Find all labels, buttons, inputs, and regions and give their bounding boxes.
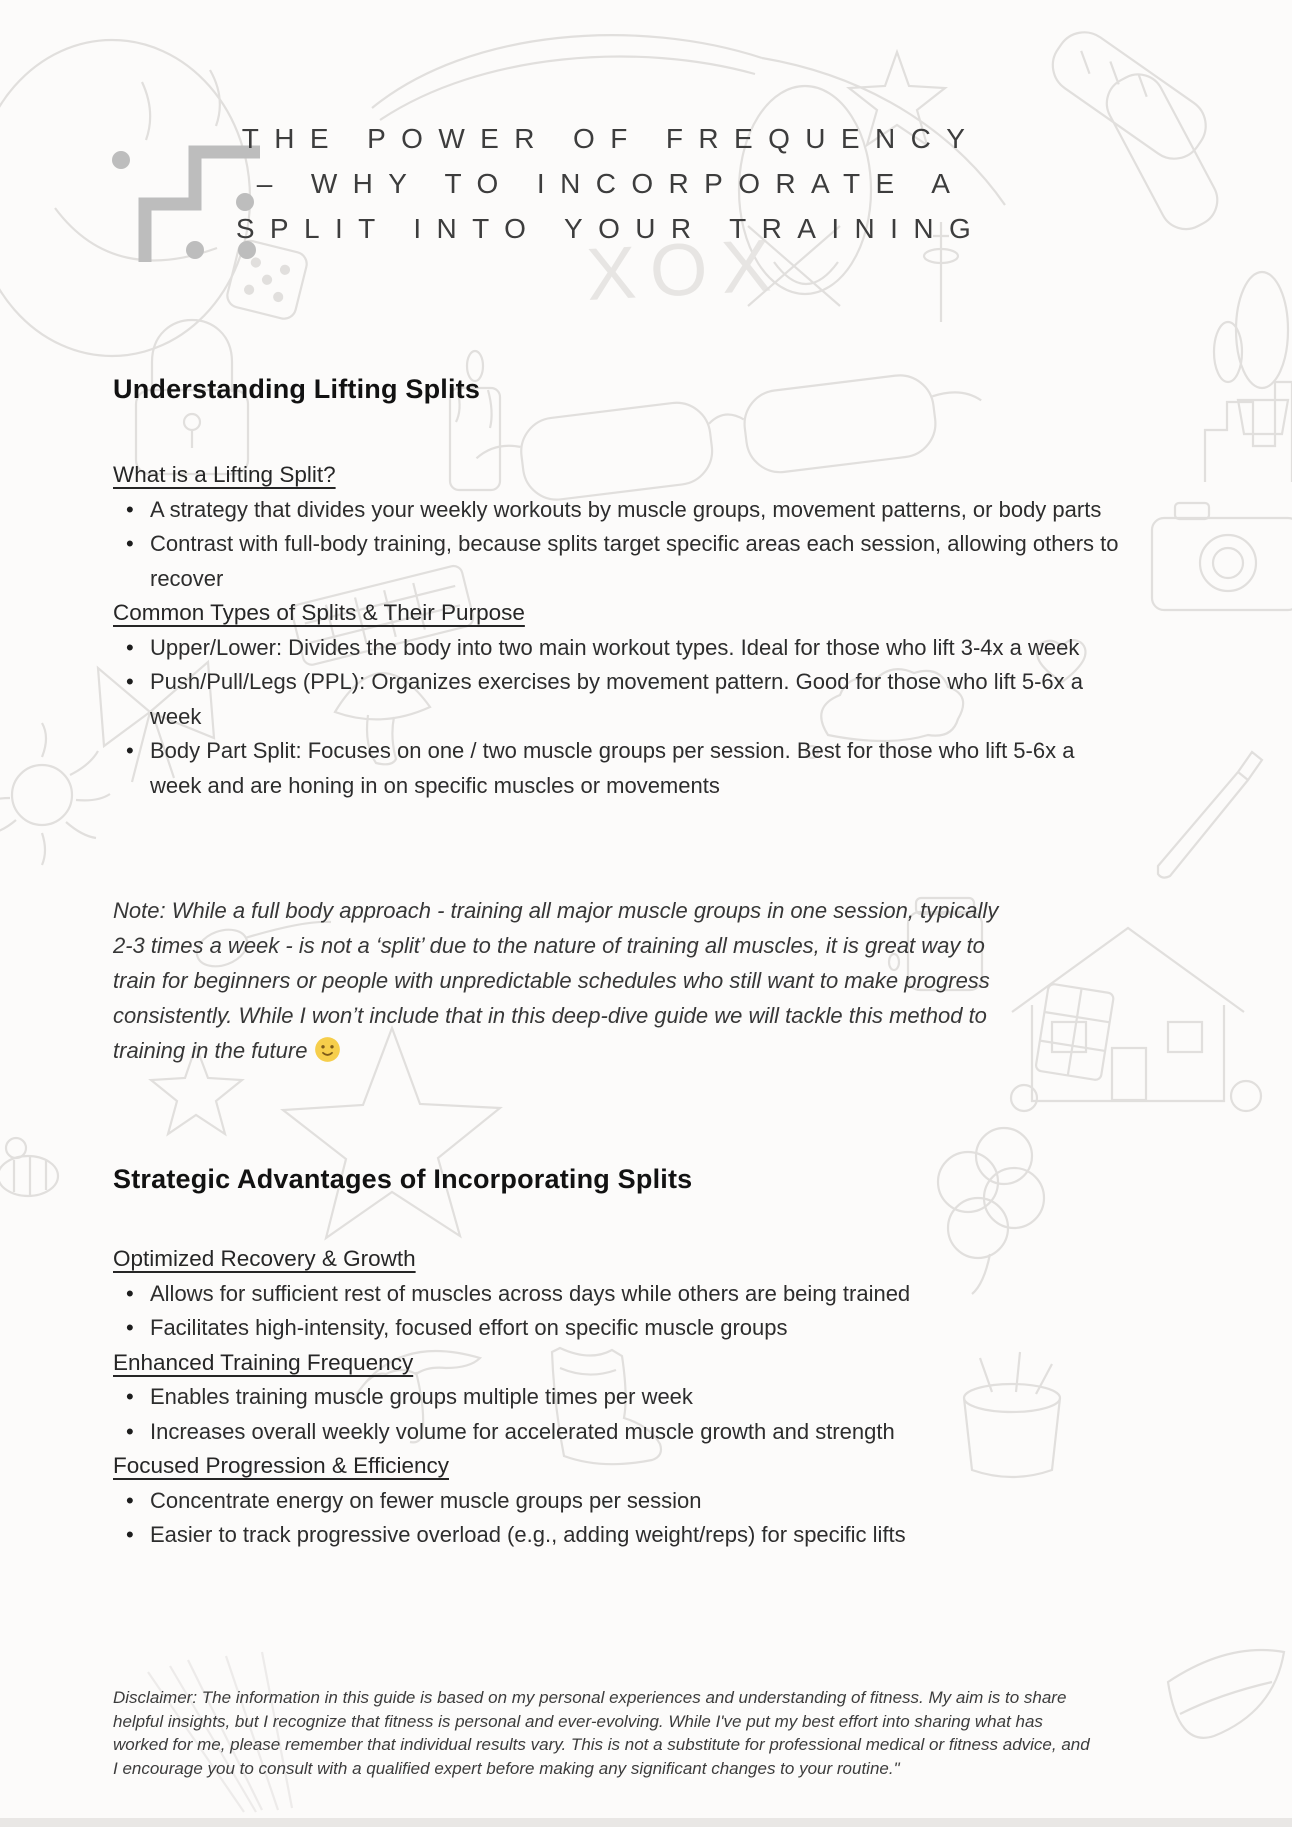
title-line-1: THE POWER OF FREQUENCY	[241, 123, 981, 154]
bullet-list	[113, 631, 1128, 804]
bullet-item: • Enables training muscle groups multiple times per week	[113, 1380, 1128, 1415]
section-strategic-advantages	[113, 1162, 1188, 1553]
page-bottom-edge	[0, 1818, 1292, 1827]
section-understanding-splits	[113, 372, 1188, 803]
bullet-item: • Increases overall weekly volume for accelerated muscle growth and strength	[113, 1415, 1128, 1450]
bullet-item: • Contrast with full-body training, because splits target specific areas each session, allowing others to recover	[113, 527, 1128, 596]
bullet-item: • Allows for sufficient rest of muscles across days while others are being trained	[113, 1277, 1128, 1312]
section-heading: Understanding Lifting Splits	[113, 374, 481, 404]
bullet-item: • A strategy that divides your weekly workouts by muscle groups, movement patterns, or body parts	[113, 493, 1128, 528]
bullet-item: • Easier to track progressive overload (e.g., adding weight/reps) for specific lifts	[113, 1518, 1128, 1553]
page-title	[222, 116, 1000, 251]
disclaimer: Disclaimer: The information in this guide is based on my personal experiences and understanding of fitness. My aim is to share helpful insights, but I recognize that fitness is personal and ever-evolving. While I've put my best effort into sharing what has worked for me, please remember that individual results vary. This is not a substitute for professional medical or fitness advice, and I encourage you to consult with a qualified expert before making any significant changes to your routine."	[113, 1688, 1090, 1778]
bullet-item: • Body Part Split: Focuses on one / two muscle groups per session. Best for those who lift 5-6x a week and are honing in on specific muscles or movements	[113, 734, 1128, 803]
bullet-item: • Push/Pull/Legs (PPL): Organizes exercises by movement pattern. Good for those who lift 5-6x a week	[113, 665, 1128, 734]
title-line-2: – WHY TO INCORPORATE A	[256, 168, 966, 199]
subheading-what-is-a-lifting-split: What is a Lifting Split?	[113, 462, 336, 487]
subheading-enhanced-training-frequency: Enhanced Training Frequency	[113, 1349, 414, 1375]
note-paragraph	[113, 893, 1018, 1073]
subheading-focused-progression: Focused Progression & Efficiency	[113, 1453, 449, 1478]
title-line-3: SPLIT INTO YOUR TRAINING	[235, 213, 987, 244]
bullet-list	[113, 493, 1128, 597]
bullet-item: • Facilitates high-intensity, focused effort on specific muscle groups	[113, 1311, 1128, 1346]
section-heading: Strategic Advantages of Incorporating Splits	[113, 1164, 693, 1194]
bullet-list	[113, 1484, 1128, 1553]
svg-text:XOX: XOX	[584, 222, 787, 316]
bullet-item: • Upper/Lower: Divides the body into two main workout types. Ideal for those who lift 3-4x a week	[113, 631, 1128, 666]
bullet-item: • Concentrate energy on fewer muscle groups per session	[113, 1484, 1128, 1519]
bullet-list	[113, 1380, 1128, 1449]
slightly-smiling-emoji-icon	[314, 1036, 341, 1073]
bullet-list	[113, 1277, 1128, 1346]
subheading-optimized-recovery: Optimized Recovery & Growth	[113, 1246, 416, 1271]
subheading-common-types-of-splits: Common Types of Splits & Their Purpose	[113, 600, 525, 625]
note-text: Note: While a full body approach - training all major muscle groups in one session, typically 2-3 times a week - is not a ‘split’ due to the nature of training all muscles, it is great way to train for beginners or people with unpredictable schedules who still want to make progress consistently. While I won’t include that in this deep-dive guide we will tackle this method to training in the future	[113, 898, 999, 1063]
